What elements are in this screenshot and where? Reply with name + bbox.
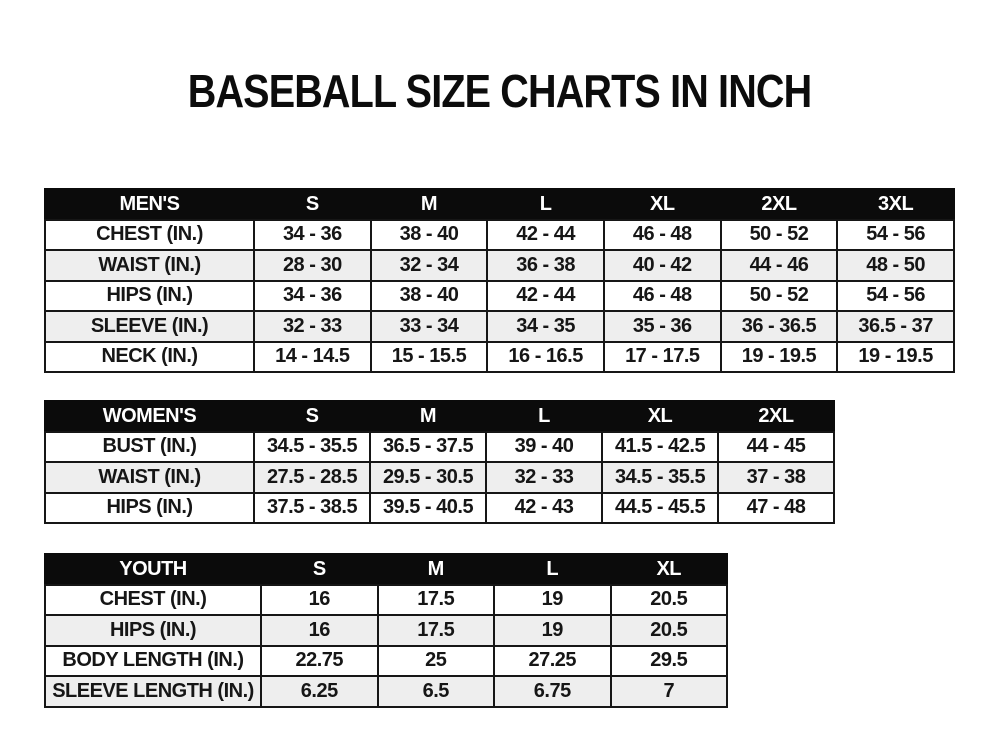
table-row (45, 311, 954, 342)
column-header-2xl: 2XL (721, 189, 838, 220)
size-value-cell: 39.5 - 40.5 (370, 493, 486, 524)
size-value-cell: 17.5 (378, 615, 495, 646)
row-label-cell: CHEST (IN.) (45, 585, 261, 616)
table-row (45, 615, 727, 646)
column-header-l: L (487, 189, 604, 220)
row-label-cell: BODY LENGTH (IN.) (45, 646, 261, 677)
size-value-cell: 27.25 (494, 646, 611, 677)
size-value-cell: 42 - 44 (487, 281, 604, 312)
column-header-2xl: 2XL (718, 401, 834, 432)
size-value-cell: 32 - 33 (254, 311, 371, 342)
table-row (45, 585, 727, 616)
size-value-cell: 28 - 30 (254, 250, 371, 281)
column-header-m: M (370, 401, 486, 432)
column-header-xl: XL (604, 189, 721, 220)
row-label-cell: BUST (IN.) (45, 432, 254, 463)
size-value-cell: 50 - 52 (721, 281, 838, 312)
column-header-3xl: 3XL (837, 189, 954, 220)
table-row (45, 493, 834, 524)
mens-table-title: MEN'S (45, 189, 254, 220)
womens-table-title: WOMEN'S (45, 401, 254, 432)
size-value-cell: 46 - 48 (604, 220, 721, 251)
size-value-cell: 38 - 40 (371, 220, 488, 251)
size-value-cell: 19 (494, 585, 611, 616)
column-header-l: L (494, 554, 611, 585)
size-value-cell: 35 - 36 (604, 311, 721, 342)
column-header-xl: XL (602, 401, 718, 432)
size-value-cell: 37 - 38 (718, 462, 834, 493)
size-value-cell: 33 - 34 (371, 311, 488, 342)
size-value-cell: 54 - 56 (837, 220, 954, 251)
size-value-cell: 46 - 48 (604, 281, 721, 312)
size-value-cell: 42 - 43 (486, 493, 602, 524)
row-label-cell: HIPS (IN.) (45, 281, 254, 312)
size-value-cell: 34 - 35 (487, 311, 604, 342)
youth-size-table (44, 553, 728, 708)
row-label-cell: WAIST (IN.) (45, 250, 254, 281)
size-value-cell: 15 - 15.5 (371, 342, 488, 373)
size-value-cell: 19 - 19.5 (837, 342, 954, 373)
mens-size-table (44, 188, 955, 373)
size-value-cell: 36 - 38 (487, 250, 604, 281)
size-value-cell: 6.25 (261, 676, 378, 707)
table-row (45, 646, 727, 677)
size-value-cell: 48 - 50 (837, 250, 954, 281)
size-value-cell: 32 - 34 (371, 250, 488, 281)
size-value-cell: 50 - 52 (721, 220, 838, 251)
column-header-s: S (254, 401, 370, 432)
size-value-cell: 44 - 45 (718, 432, 834, 463)
size-value-cell: 54 - 56 (837, 281, 954, 312)
size-value-cell: 44 - 46 (721, 250, 838, 281)
table-row (45, 676, 727, 707)
page-title-text: BASEBALL SIZE CHARTS IN INCH (188, 65, 812, 117)
size-value-cell: 20.5 (611, 585, 728, 616)
size-value-cell: 29.5 - 30.5 (370, 462, 486, 493)
table-row (45, 281, 954, 312)
row-label-cell: CHEST (IN.) (45, 220, 254, 251)
row-label-cell: WAIST (IN.) (45, 462, 254, 493)
column-header-l: L (486, 401, 602, 432)
size-value-cell: 19 - 19.5 (721, 342, 838, 373)
table-row (45, 432, 834, 463)
column-header-xl: XL (611, 554, 728, 585)
size-value-cell: 40 - 42 (604, 250, 721, 281)
mens-header-row (45, 189, 954, 220)
row-label-cell: NECK (IN.) (45, 342, 254, 373)
size-value-cell: 16 (261, 615, 378, 646)
column-header-m: M (378, 554, 495, 585)
size-value-cell: 6.75 (494, 676, 611, 707)
size-value-cell: 37.5 - 38.5 (254, 493, 370, 524)
size-value-cell: 38 - 40 (371, 281, 488, 312)
size-value-cell: 20.5 (611, 615, 728, 646)
size-value-cell: 42 - 44 (487, 220, 604, 251)
size-value-cell: 7 (611, 676, 728, 707)
size-value-cell: 6.5 (378, 676, 495, 707)
size-value-cell: 47 - 48 (718, 493, 834, 524)
size-value-cell: 17 - 17.5 (604, 342, 721, 373)
size-value-cell: 41.5 - 42.5 (602, 432, 718, 463)
size-value-cell: 27.5 - 28.5 (254, 462, 370, 493)
size-value-cell: 25 (378, 646, 495, 677)
row-label-cell: SLEEVE (IN.) (45, 311, 254, 342)
column-header-m: M (371, 189, 488, 220)
youth-header-row (45, 554, 727, 585)
table-row (45, 342, 954, 373)
table-row (45, 250, 954, 281)
table-row (45, 220, 954, 251)
size-value-cell: 44.5 - 45.5 (602, 493, 718, 524)
youth-table-title: YOUTH (45, 554, 261, 585)
size-value-cell: 39 - 40 (486, 432, 602, 463)
table-row (45, 462, 834, 493)
size-value-cell: 16 (261, 585, 378, 616)
size-value-cell: 22.75 (261, 646, 378, 677)
size-value-cell: 34 - 36 (254, 220, 371, 251)
womens-size-table (44, 400, 835, 524)
womens-header-row (45, 401, 834, 432)
column-header-s: S (261, 554, 378, 585)
row-label-cell: HIPS (IN.) (45, 493, 254, 524)
size-value-cell: 32 - 33 (486, 462, 602, 493)
size-value-cell: 29.5 (611, 646, 728, 677)
size-value-cell: 14 - 14.5 (254, 342, 371, 373)
size-value-cell: 16 - 16.5 (487, 342, 604, 373)
size-value-cell: 34 - 36 (254, 281, 371, 312)
size-value-cell: 34.5 - 35.5 (602, 462, 718, 493)
column-header-s: S (254, 189, 371, 220)
size-value-cell: 19 (494, 615, 611, 646)
row-label-cell: SLEEVE LENGTH (IN.) (45, 676, 261, 707)
row-label-cell: HIPS (IN.) (45, 615, 261, 646)
size-value-cell: 36.5 - 37.5 (370, 432, 486, 463)
size-value-cell: 36.5 - 37 (837, 311, 954, 342)
size-value-cell: 36 - 36.5 (721, 311, 838, 342)
size-value-cell: 17.5 (378, 585, 495, 616)
size-value-cell: 34.5 - 35.5 (254, 432, 370, 463)
